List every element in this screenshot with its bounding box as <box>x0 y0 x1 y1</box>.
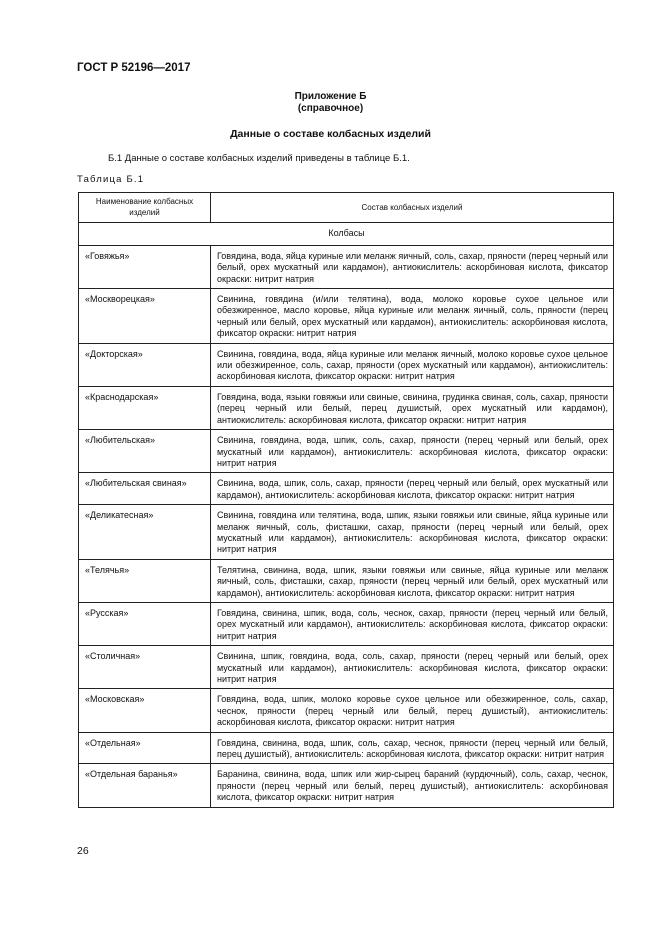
product-composition-cell: Баранина, свинина, вода, шпик или жир-сырец бараний (курдючный), соль, сахар, чеснок, пряности (перец черный или белый, перец душистый), антиокислитель: аскорбиновая кислота, фиксатор окраски: нитрит натрия <box>211 764 614 807</box>
product-name-cell: «Москворецкая» <box>79 289 211 344</box>
table-row <box>79 764 614 807</box>
product-composition-cell: Свинина, говядина или телятина, вода, шпик, языки говяжьи или свиные, яйца куриные или меланж яичный, соль, фисташки, сахар, пряности (перец черный или белый, орех мускатный или кардамон), антиокислитель: аскорбиновая кислота, фиксатор окраски: нитрит натрия <box>211 505 614 560</box>
product-composition-cell: Говядина, вода, шпик, молоко коровье сухое цельное или обезжиренное, соль, сахар, чеснок, пряности (перец черный или белый, перец душистый), антиокислитель: аскорбиновая кислота, фиксатор окраски: нитрит натрия <box>211 689 614 732</box>
product-composition-cell: Говядина, свинина, вода, шпик, соль, сахар, чеснок, пряности (перец черный или белый, перец душистый), антиокислитель: аскорбиновая кислота, фиксатор окраски: нитрит натрия <box>211 732 614 764</box>
column-header-name: Наименование колбасных изделий <box>79 193 211 223</box>
product-name-cell: «Русская» <box>79 602 211 645</box>
table-row <box>79 289 614 344</box>
product-name-cell: «Отдельная баранья» <box>79 764 211 807</box>
product-composition-cell: Говядина, вода, яйца куриные или меланж яичный, соль, сахар, пряности (перец черный или белый, орех мускатный или кардамон), антиокислитель: аскорбиновая кислота, фиксатор окраски: нитрит натрия <box>211 245 614 288</box>
table-caption: Таблица Б.1 <box>77 174 145 185</box>
table-row <box>79 245 614 288</box>
document-header: ГОСТ Р 52196—2017 <box>77 62 191 74</box>
table-body <box>79 222 614 807</box>
product-composition-cell: Телятина, свинина, вода, шпик, языки говяжьи или свиные, яйца куриные или меланж яичный, соль, фисташки, сахар, пряности (перец черный или белый, орех мускатный или кардамон), антиокислитель: аскорбиновая кислота, фиксатор окраски: нитрит натрия <box>211 559 614 602</box>
product-composition-cell: Говядина, свинина, шпик, вода, соль, чеснок, сахар, пряности (перец черный или белый, орех мускатный или кардамон), антиокислитель: аскорбиновая кислота, фиксатор окраски: нитрит натрия <box>211 602 614 645</box>
product-name-cell: «Любительская свиная» <box>79 473 211 505</box>
table-row <box>79 646 614 689</box>
product-name-cell: «Говяжья» <box>79 245 211 288</box>
product-name-cell: «Телячья» <box>79 559 211 602</box>
group-row <box>79 222 614 245</box>
table-row <box>79 430 614 473</box>
intro-paragraph: Б.1 Данные о составе колбасных изделий приведены в таблице Б.1. <box>108 153 410 164</box>
product-composition-cell: Свинина, вода, шпик, соль, сахар, пряности (перец черный или белый, орех мускатный или кардамон), антиокислитель: аскорбиновая кислота, фиксатор окраски: нитрит натрия <box>211 473 614 505</box>
product-name-cell: «Столичная» <box>79 646 211 689</box>
table-header-row <box>79 193 614 223</box>
product-name-cell: «Докторская» <box>79 343 211 386</box>
product-name-cell: «Любительская» <box>79 430 211 473</box>
composition-table <box>78 192 614 808</box>
section-title: Данные о составе колбасных изделий <box>230 128 431 140</box>
product-composition-cell: Свинина, говядина, вода, шпик, соль, сахар, пряности (перец черный или белый, орех мускатный или кардамон), антиокислитель: аскорбиновая кислота, фиксатор окраски: нитрит натрия <box>211 430 614 473</box>
page-number: 26 <box>77 845 89 857</box>
table-row <box>79 473 614 505</box>
appendix-subtitle: (справочное) <box>297 103 364 114</box>
table-row <box>79 689 614 732</box>
column-header-composition: Состав колбасных изделий <box>211 193 614 223</box>
product-composition-cell: Свинина, говядина (и/или телятина), вода, молоко коровье сухое цельное или обезжиренное, масло коровье, яйца куриные или меланж яичный, соль, пряности (перец черный или белый, орех мускатный или кардамон), антиокислитель: аскорбиновая кислота, фиксатор окраски: нитрит натрия <box>211 289 614 344</box>
appendix-title: Приложение Б <box>294 91 367 102</box>
product-name-cell: «Деликатесная» <box>79 505 211 560</box>
table-row <box>79 343 614 386</box>
group-label: Колбасы <box>79 222 614 245</box>
product-composition-cell: Свинина, говядина, вода, яйца куриные или меланж яичный, молоко коровье сухое цельное или обезжиренное, соль, сахар, пряности (орех мускатный или кардамон), антиокислитель: аскорбиновая кислота, фиксатор окраски: нитрит натрия <box>211 343 614 386</box>
product-name-cell: «Краснодарская» <box>79 386 211 429</box>
product-composition-cell: Говядина, вода, языки говяжьи или свиные, свинина, грудинка свиная, соль, сахар, пряности (перец черный или белый, перец душистый, орех мускатный или кардамон), антиокислитель: аскорбиновая кислота, фиксатор окраски: нитрит натрия <box>211 386 614 429</box>
product-composition-cell: Свинина, шпик, говядина, вода, соль, сахар, пряности (перец черный или белый, орех мускатный или кардамон), антиокислитель: аскорбиновая кислота, фиксатор окраски: нитрит натрия <box>211 646 614 689</box>
table-row <box>79 732 614 764</box>
table-row <box>79 559 614 602</box>
product-name-cell: «Отдельная» <box>79 732 211 764</box>
product-name-cell: «Московская» <box>79 689 211 732</box>
table-row <box>79 602 614 645</box>
table-row <box>79 386 614 429</box>
table-row <box>79 505 614 560</box>
